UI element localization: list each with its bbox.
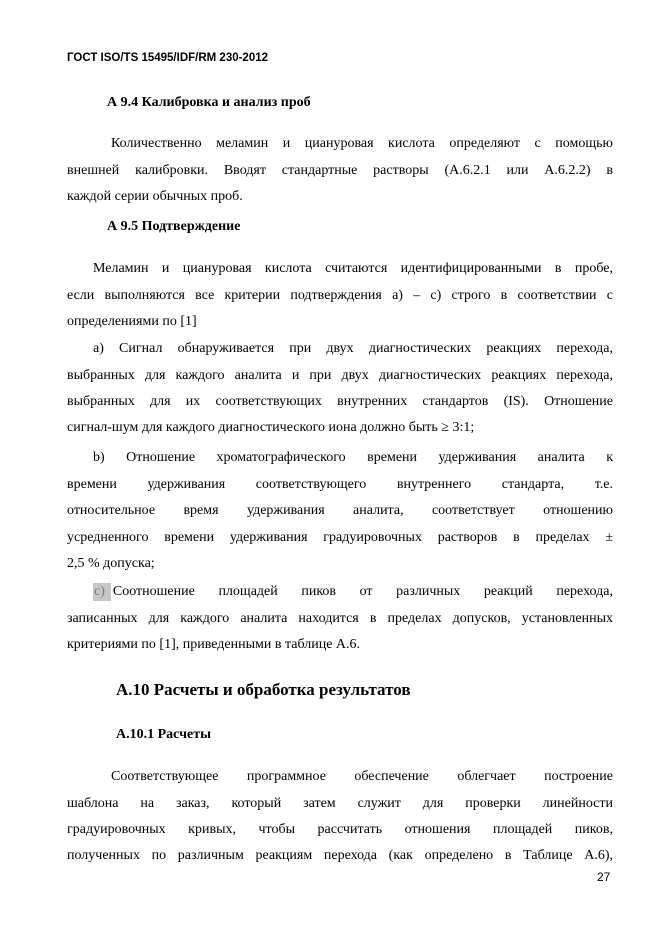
item-a-line: выбранных для их соответствующих внутренних стандартов (IS). Отношение — [67, 394, 613, 409]
section-a10-title: А.10 Расчеты и обработка результатов — [116, 680, 411, 699]
item-b-line: усредненного времени удерживания градуировочных растворов в пределах ± — [67, 530, 613, 545]
item-b-line: b) Отношение хроматографического времени удерживания аналита к — [93, 450, 613, 465]
item-c-first-line — [93, 583, 613, 601]
section-a101-title: А.10.1 Расчеты — [116, 727, 212, 742]
paragraph-line: шаблона на заказ, который затем служит для проверки линейности — [67, 796, 613, 811]
item-a-line: сигнал-шум для каждого диагностического иона должно быть ≥ 3:1; — [67, 420, 475, 435]
item-c-line: записанных для каждого аналита находится в пределах допусков, установленных — [67, 611, 613, 626]
section-a95-title: А 9.5 Подтверждение — [107, 219, 241, 234]
item-c-line: критериями по [1], приведенными в таблице А.6. — [67, 637, 361, 652]
paragraph-line: градуировочных кривых, чтобы рассчитать отношения площадей пиков, — [67, 822, 613, 837]
document-header: ГОСТ ISO/TS 15495/IDF/RM 230-2012 — [67, 52, 269, 64]
paragraph-line: внешней калибровки. Вводят стандартные растворы (А.6.2.1 или А.6.2.2) в — [67, 163, 613, 178]
item-c-text: Соотношение площадей пиков от различных реакций перехода, — [112, 584, 613, 599]
paragraph-line: каждой серии обычных проб. — [67, 189, 243, 204]
page-number: 27 — [597, 870, 611, 884]
item-c-label-highlight: c) — [93, 583, 111, 601]
paragraph-line: Соответствующее программное обеспечение облегчает построение — [111, 769, 613, 784]
item-b-line: 2,5 % допуска; — [67, 556, 155, 571]
paragraph-line: если выполняются все критерии подтверждения а) – с) строго в соответствии с — [67, 288, 613, 303]
item-a-line: а) Сигнал обнаруживается при двух диагностических реакциях перехода, — [93, 341, 613, 356]
paragraph-line: Количественно меламин и циануровая кислота определяют с помощью — [111, 136, 613, 151]
paragraph-line: Меламин и циануровая кислота считаются идентифицированными в пробе, — [93, 261, 613, 276]
item-b-line: времени удерживания соответствующего внутреннего стандарта, т.е. — [67, 477, 613, 492]
item-a-line: выбранных для каждого аналита и при двух диагностических реакциях перехода, — [67, 368, 613, 383]
paragraph-line: полученных по различным реакциям перехода (как определено в Таблице А.6), — [67, 848, 613, 863]
paragraph-line: определениями по [1] — [67, 314, 197, 329]
item-b-line: относительное время удерживания аналита, соответствует отношению — [67, 503, 613, 518]
section-a94-title: А 9.4 Калибровка и анализ проб — [107, 95, 311, 110]
